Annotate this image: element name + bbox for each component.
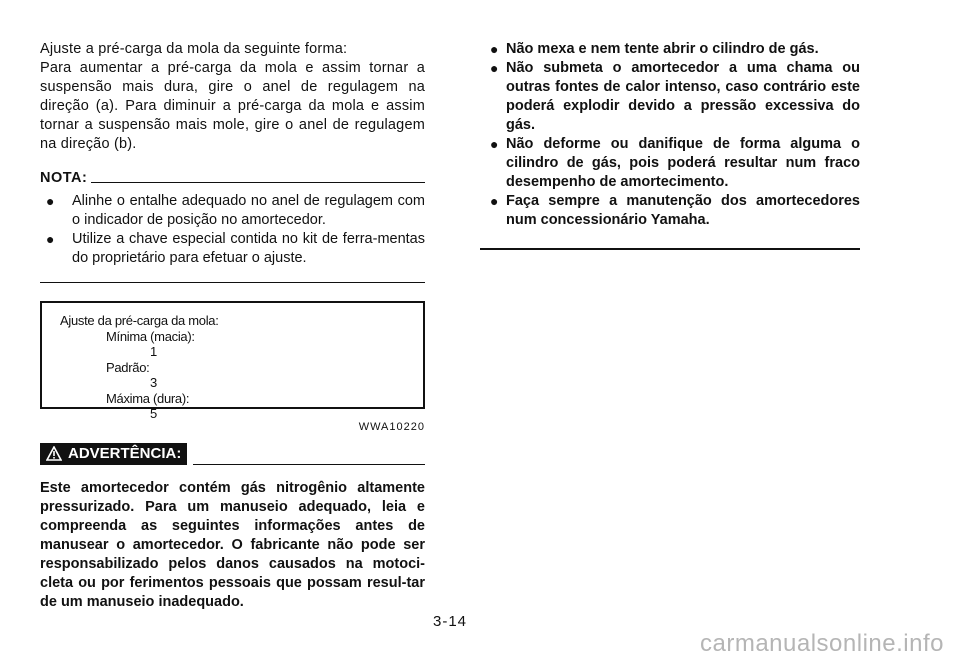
warning-item-text: Não deforme ou danifique de forma alguma o cilindro de gás, pois poderá resultar num fraco desempenho de amortecimento. xyxy=(506,136,860,190)
spec-box xyxy=(40,301,425,421)
warning-title: ADVERTÊNCIA: xyxy=(68,445,182,462)
warning-triangle-icon xyxy=(46,446,62,461)
intro-text xyxy=(40,40,425,154)
nota-end-rule xyxy=(40,282,425,283)
nota-item-text: Utilize a chave especial contida no kit de ferra-mentas do proprietário para efetuar o ajuste. xyxy=(72,231,425,266)
spec-title: Ajuste da pré-carga da mola: xyxy=(60,313,219,328)
watermark: carmanualsonline.info xyxy=(700,630,944,657)
warning-item-text: Faça sempre a manutenção dos amortecedores num concessionário Yamaha. xyxy=(506,193,860,228)
warning-item-text: Não submeta o amortecedor a uma chama ou outras fontes de calor intenso, caso contrário este poderá explodir devido a pressão excessiva do gás. xyxy=(506,60,860,133)
bullet-icon: ● xyxy=(490,41,499,57)
spec-min-value: 1 xyxy=(150,344,157,359)
intro-line-1: Ajuste a pré-carga da mola da seguinte forma: xyxy=(40,41,348,57)
warning-code: WWA10220 xyxy=(358,421,425,433)
bullet-icon: ● xyxy=(46,193,55,209)
warning-list xyxy=(480,40,860,230)
spec-min-label: Mínima (macia): xyxy=(106,328,195,344)
spec-max-label: Máxima (dura): xyxy=(106,390,190,406)
warning-item xyxy=(490,192,860,230)
nota-header xyxy=(40,170,425,186)
warning-item-text: Não mexa e nem tente abrir o cilindro de gás. xyxy=(506,41,819,57)
bullet-icon: ● xyxy=(490,60,499,76)
warning-body: Este amortecedor contém gás nitrogênio altamente pressurizado. Para um manuseio adequado, leia e compreenda as seguintes informações antes de manusear o amortecedor. O fabricante não pode ser responsabilizado pelos danos causados na motoci-cleta ou por ferimentos pessoais que possam resul-tar de um manuseio inadequado. xyxy=(40,480,425,610)
bullet-icon: ● xyxy=(46,231,55,247)
bullet-icon: ● xyxy=(490,193,499,209)
warning-rule xyxy=(193,464,425,465)
spec-std-value: 3 xyxy=(150,375,157,390)
nota-item-text: Alinhe o entalhe adequado no anel de regulagem com o indicador de posição no amortecedor. xyxy=(72,193,425,228)
warning-item xyxy=(490,135,860,192)
warning-item xyxy=(490,40,860,59)
left-column xyxy=(40,40,425,612)
spec-std-label: Padrão: xyxy=(106,359,150,375)
nota-list xyxy=(40,192,425,268)
right-column xyxy=(480,40,860,250)
warning-item xyxy=(490,59,860,135)
bullet-icon: ● xyxy=(490,136,499,152)
spec-max-value: 5 xyxy=(150,406,157,421)
warning-badge xyxy=(40,443,187,465)
page-number: 3-14 xyxy=(432,613,468,630)
nota-item xyxy=(46,230,425,268)
nota-item xyxy=(46,192,425,230)
warning-end-rule xyxy=(480,248,860,250)
nota-title: NOTA: xyxy=(40,170,88,186)
intro-paragraph: Para aumentar a pré-carga da mola e assim tornar a suspensão mais dura, gire o anel de regulagem na direção (a). Para diminuir a pré-carga da mola e assim tornar a suspensão mais mole, gire o anel de regulagem na direção (b). xyxy=(40,60,425,152)
warning-header xyxy=(40,443,425,465)
nota-rule xyxy=(91,182,425,183)
